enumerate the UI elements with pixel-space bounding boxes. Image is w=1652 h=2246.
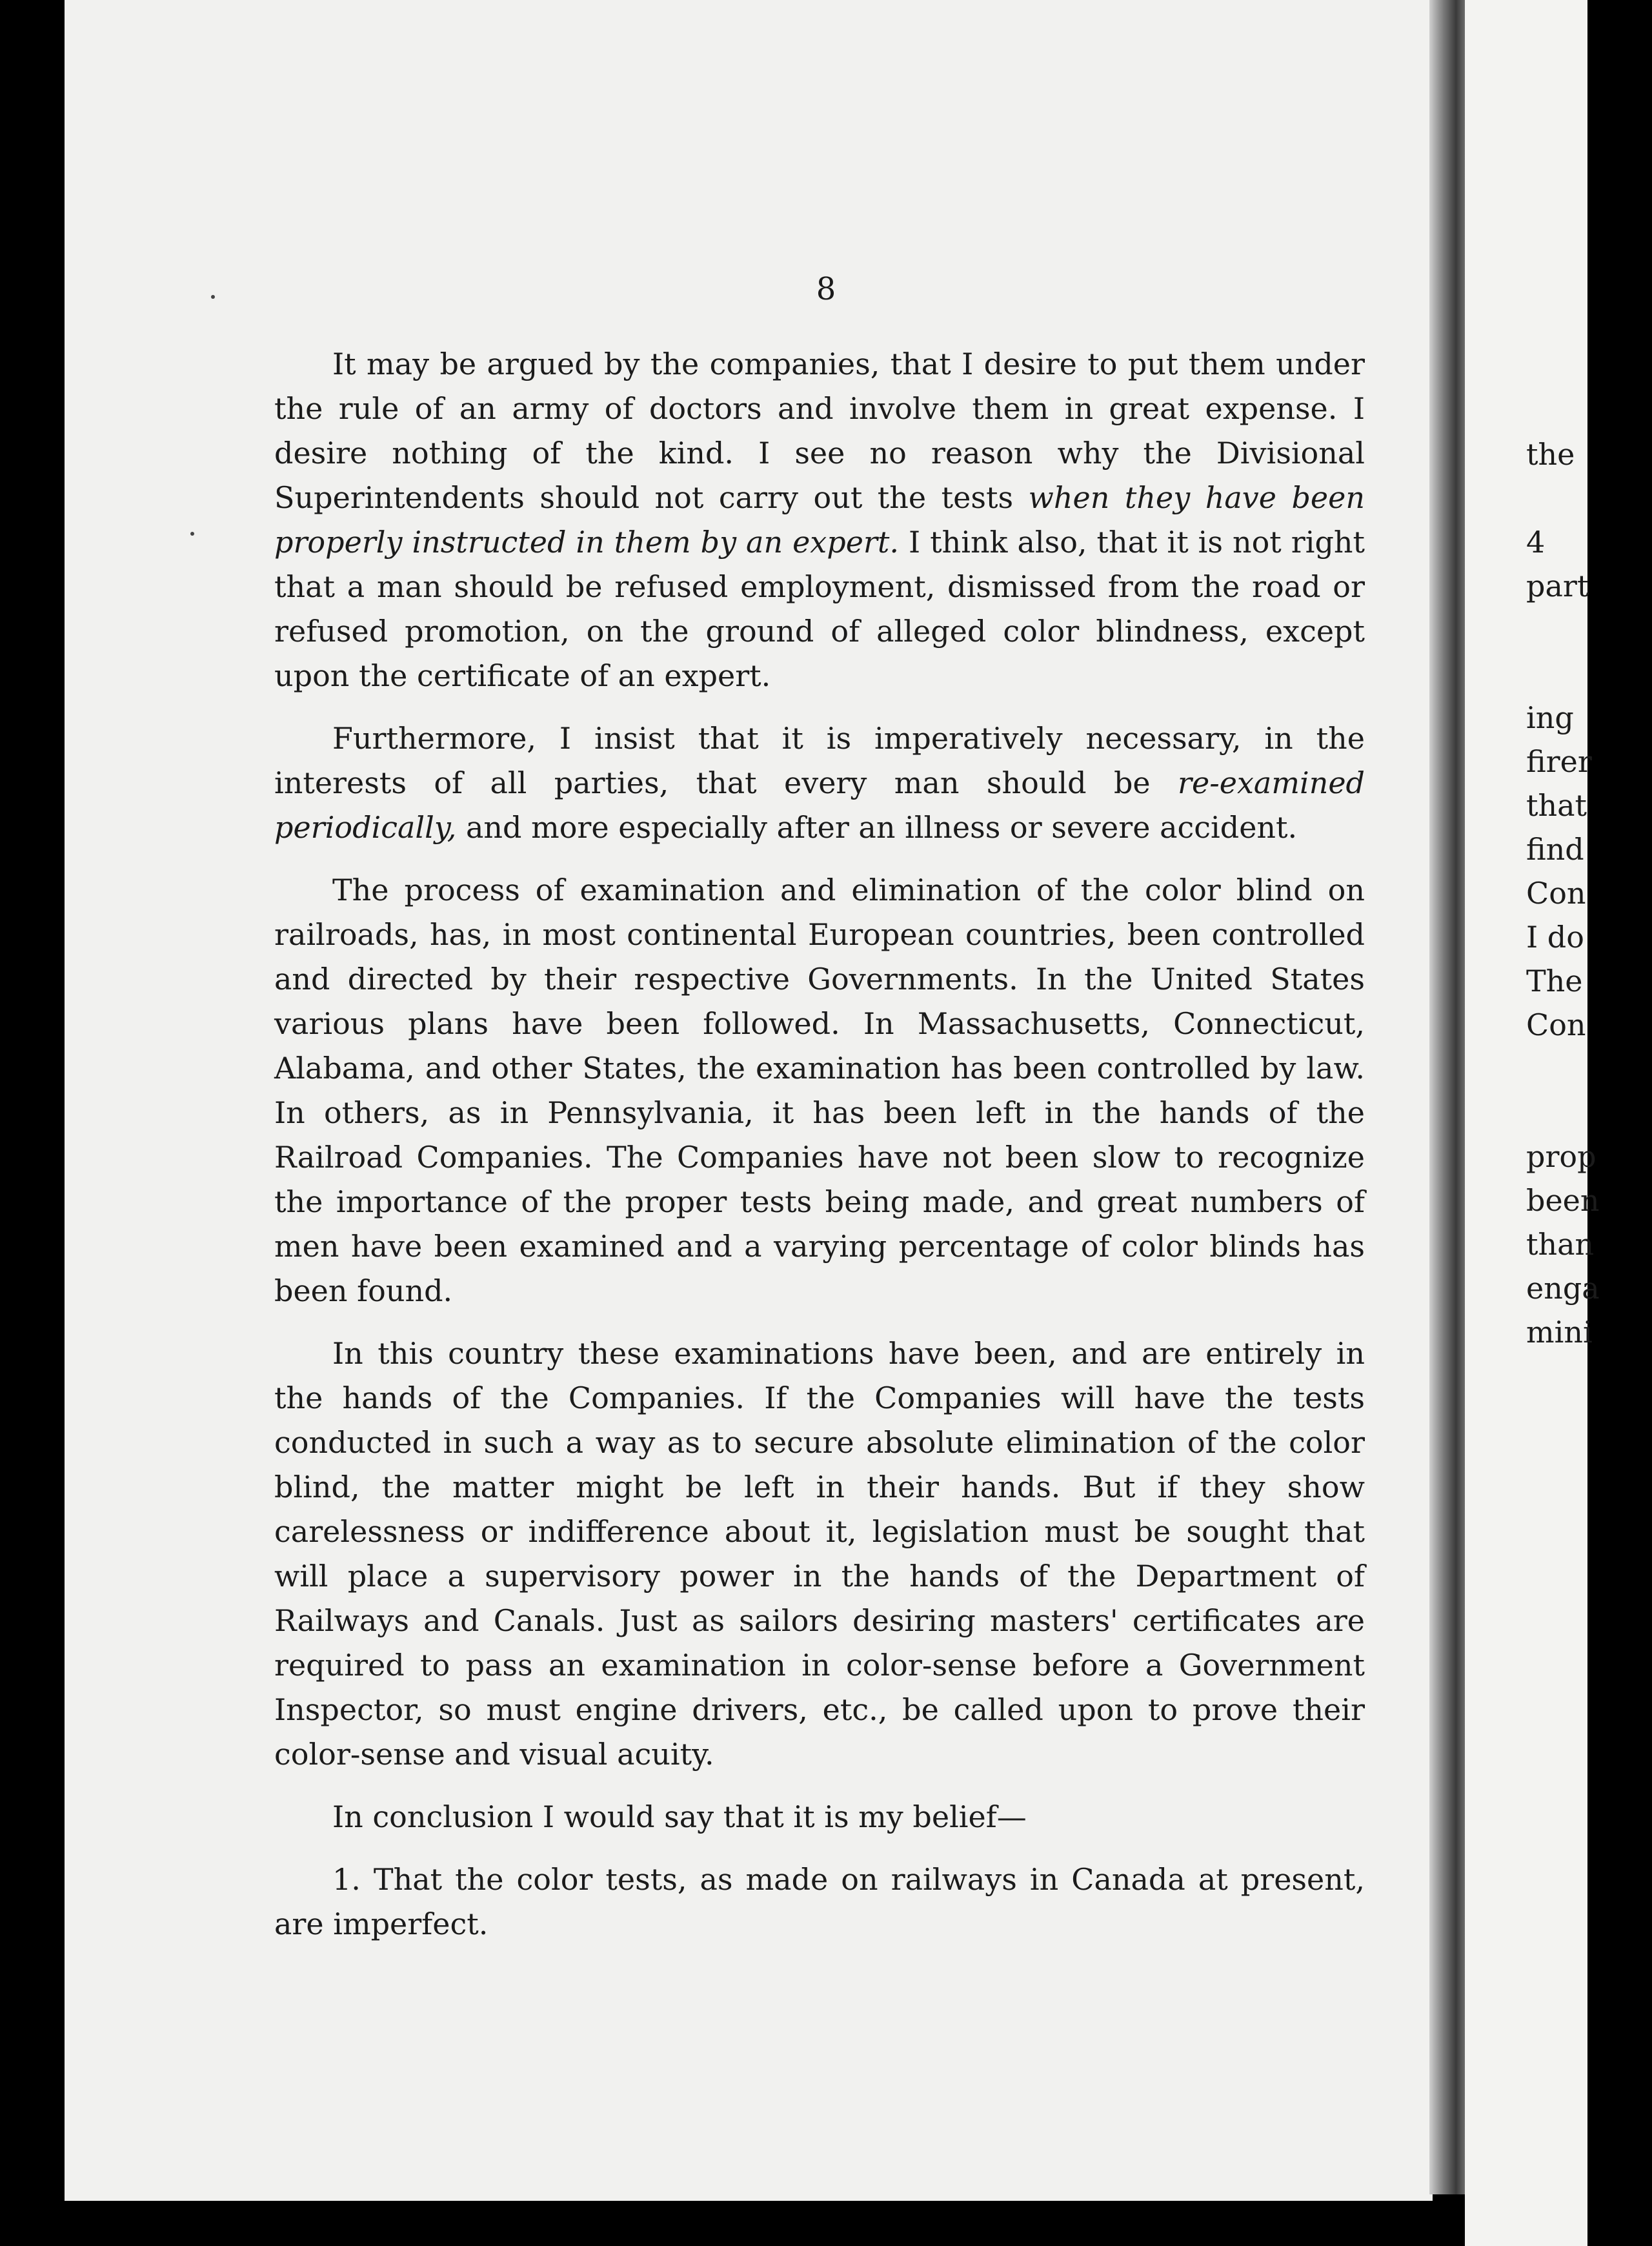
scan-speck bbox=[190, 532, 194, 536]
facing-page-fragment: find bbox=[1526, 832, 1584, 867]
facing-page-fragment: been bbox=[1526, 1183, 1600, 1218]
text-run: In this country these examinations have been, and are entirely in the hands of the Companies. If the Companies will have the tests conducted in such a way as to secure absolute elimination of the color blind, the matter might be left in their hands. But if they show carelessness or indifference about it, legislation must be sought that will place a supervisory power in the hands of the Department of Railways and Canals. Just as sailors desiring masters' certificates are required to pass an examination in color-sense before a Government Inspector, so must engine drivers, etc., be called upon to prove their color-sense and visual acuity. bbox=[274, 1336, 1365, 1772]
text-run: It may be argued by the companies, that I desire to put them under the rule of an army of doctors and involve them in great expense. I desire nothing of the kind. I see no reason why the Divisional Superintendents should not carry out the tests bbox=[274, 347, 1365, 515]
italic-text: when they have been properly instructed in them by an expert. bbox=[274, 480, 1365, 560]
paragraph bbox=[274, 342, 1365, 698]
facing-page-fragment: enga bbox=[1526, 1271, 1600, 1306]
facing-page-fragment: Con bbox=[1526, 1007, 1586, 1042]
italic-text: re-examined periodically, bbox=[274, 765, 1365, 845]
text-run: The process of examination and elimination of the color blind on railroads, has, in most continental European countries, been controlled and directed by their respective Governments. In the United States various plans have been followed. In Massachusetts, Connecticut, Alabama, and other States, the examination has been controlled by law. In others, as in Pennsylvania, it has been left in the hands of the Railroad Companies. The Companies have not been slow to recognize the importance of the proper tests being made, and great numbers of men have been examined and a varying percentage of color blinds has been found. bbox=[274, 873, 1365, 1308]
text-run: 1. That the color tests, as made on railways in Canada at present, are imperfect. bbox=[274, 1862, 1365, 1941]
facing-page-fragment: Con bbox=[1526, 876, 1586, 911]
facing-page-fragment: 4 bbox=[1526, 525, 1546, 560]
facing-page-fragment: I do bbox=[1526, 920, 1584, 955]
facing-page-fragment: mini bbox=[1526, 1315, 1593, 1350]
facing-page-fragment bbox=[1526, 1047, 1600, 1091]
facing-page-fragment bbox=[1526, 1091, 1600, 1135]
facing-page-fragment: prop bbox=[1526, 1139, 1597, 1174]
text-run: Furthermore, I insist that it is imperatively necessary, in the interests of all parties, that every man should be bbox=[274, 721, 1365, 800]
book-gutter bbox=[1429, 0, 1465, 2194]
facing-page-fragment: The bbox=[1526, 964, 1583, 998]
facing-page-text bbox=[1526, 432, 1600, 1354]
paragraph bbox=[274, 1331, 1365, 1777]
body-text bbox=[274, 342, 1365, 1965]
paragraph bbox=[274, 868, 1365, 1313]
text-run: In conclusion I would say that it is my belief— bbox=[332, 1799, 1027, 1834]
facing-page-fragment bbox=[1526, 608, 1600, 652]
facing-page-fragment: than bbox=[1526, 1227, 1595, 1262]
text-run: and more especially after an illness or severe accident. bbox=[456, 810, 1298, 845]
facing-page-fragment: ing bbox=[1526, 700, 1574, 735]
facing-page-fragment bbox=[1526, 476, 1600, 520]
facing-page-fragment: part bbox=[1526, 569, 1589, 603]
facing-page-fragment: that bbox=[1526, 788, 1587, 823]
paragraph bbox=[274, 716, 1365, 850]
facing-page-fragment: the bbox=[1526, 437, 1575, 472]
facing-page-fragment: firer bbox=[1526, 744, 1592, 779]
facing-page-fragment bbox=[1526, 652, 1600, 696]
paragraph bbox=[274, 1857, 1365, 1947]
paragraph bbox=[274, 1795, 1365, 1839]
text-run: I think also, that it is not right that a man should be refused employment, dismissed from the road or refused promotion, on the ground of alleged color blindness, except upon the certificate of an expert. bbox=[274, 525, 1365, 693]
page-number: 8 bbox=[816, 271, 836, 307]
